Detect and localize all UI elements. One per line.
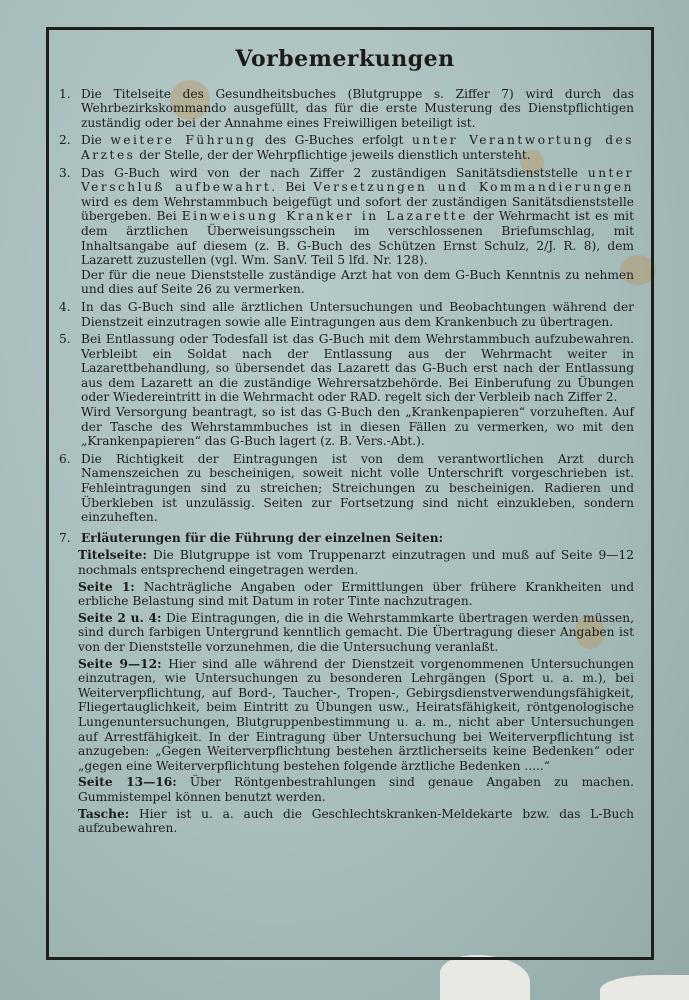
item-number: 6. [59,451,71,466]
section-heading-row [56,531,634,546]
page-explanation [78,657,634,774]
list-item [56,452,634,525]
item-paragraph: Bei Entlassung oder Todesfall ist das G-Buch mit dem Wehrstammbuch aufzubewahren. Verbleibt ein Soldat nach der Entlassung aus der Wehrmacht weiter in Lazarettbehandlung, so übersendet das Lazarett das G-Buch erst nach der Entlassung aus dem Lazarett an die zuständige Wehrersatzbehörde. Bei Einberufung zu Übungen oder Wiedereintritt in die Wehrmacht oder RAD. regelt sich der Verbleib nach Ziffer 2. [81,332,634,405]
section-7 [56,531,634,836]
item-number: 2. [59,133,71,148]
text-run: der Stelle, der der Wehrpflichtige jeweils dienstlich untersteht. [135,147,531,162]
section-heading: Erläuterungen für die Führung der einzelnen Seiten: [81,530,444,545]
page-explanation-text: Hier sind alle während der Dienstzeit vorgenommenen Untersuchungen einzutragen, wie Untersuchungen zu besonderen Lehrgängen (Sport u. a. m.), bei Weiterverpflichtung, auf Bord-, Taucher-, Tropen-, Gebirgsdienstverwendungsfähigkeit, Fliegertauglichkeit, beim Eintritt zu Übungen usw., Heiratsfähigkeit, röntgenologische Lungenuntersuchungen, Blutgruppenbestimmung u. a. m., nicht aber Untersuchungen auf Arrestfähigkeit. In der Eintragung über Untersuchung bei Weiterverpflichtung ist anzugeben: „Gegen Weiterverpflichtung bestehen ärztlicherseits keine Bedenken“ oder „gegen eine Weiterverpflichtung bestehen folgende ärztliche Bedenken .....“ [78,656,634,773]
paper-tear [440,955,530,1000]
item-text [81,332,634,449]
item-number: 5. [59,332,71,347]
text-run: wird es dem Wehrstammbuch beigefügt und sofort der zuständigen Sanitätsdienststelle übergeben. Bei [81,194,634,224]
page-explanation-text: Die Blutgruppe ist vom Truppenarzt einzutragen und muß auf Seite 9—12 nochmals entsprechend eingetragen werden. [78,548,634,577]
document-body [56,34,634,838]
page-title: Vorbemerkungen [235,46,455,72]
page-explanation-text: Nachträgliche Angaben oder Ermittlungen über frühere Krankheiten und erbliche Belastung sind mit Datum in roter Tinte nachzutragen. [78,579,635,609]
text-run: des G-Buches erfolgt [256,133,412,148]
page-label: Seite 13—16: [78,775,177,790]
item-extra-paragraph: Wird Versorgung beantragt, so ist das G-Buch den „Krankenpapieren“ vorzuheften. Auf der Tasche des Wehrstammbuches ist in diesen Fällen zu vermerken, wo mit den „Krankenpapieren“ das G-Buch lagert (z. B. Vers.-Abt.). [81,405,634,449]
text-run: Die [81,133,111,148]
item-text [81,300,634,329]
item-text [81,452,634,525]
item-number: 1. [59,86,71,101]
page-label: Seite 1: [78,579,135,594]
item-number: 7. [59,530,71,545]
page-explanation-text: Die Eintragungen, die in die Wehrstammkarte übertragen werden müssen, sind durch farbigen Untergrund kenntlich gemacht. Die Übertragung dieser Angaben ist von der Dienststelle vorzunehmen, die die Untersuchung veranlaßt. [78,610,634,654]
list-item [56,332,634,449]
text-run: Das G-Buch wird von der nach Ziffer 2 zuständigen Sanitätsdienststelle [81,165,588,180]
list-item [56,133,634,162]
spaced-emphasis: unter Verantwortung des Arztes [81,133,635,162]
spaced-emphasis: weitere Führung [110,133,257,148]
numbered-list [56,87,634,525]
item-paragraph: Die Titelseite des Gesundheitsbuches (Blutgruppe s. Ziffer 7) wird durch das Wehrbezirkskommando ausgefüllt, das für die erste Musterung des Dienstpflichtigen zuständig oder bei der Annahme eines Freiwilligen beteiligt ist. [81,86,634,130]
spaced-emphasis: unter Verschluß aufbewahrt. [81,165,634,195]
page-explanation [78,548,634,577]
spaced-emphasis: Einweisung Kranker in Lazarette [181,209,468,224]
text-run: Bei [277,180,314,195]
page-label: Titelseite: [78,548,147,563]
page-explanation-text: Über Röntgenbestrahlungen sind genaue Angaben zu machen. Gummistempel können benutzt werden. [78,775,634,804]
item-number: 3. [59,165,71,180]
page-explanation [78,775,634,804]
list-item [56,300,634,329]
page-explanation [78,611,634,655]
paper-tear [600,975,689,1000]
page-label: Seite 2 u. 4: [78,610,162,625]
item-text [81,166,634,297]
item-number: 4. [59,299,71,314]
list-item [56,87,634,131]
page-label: Tasche: [78,806,130,821]
page-label: Seite 9—12: [78,656,162,671]
page-explanation-text: Hier ist u. a. auch die Geschlechtskranken-Meldekarte bzw. das L-Buch aufzubewahren. [78,806,634,836]
text-run: der Wehrmacht ist es mit dem ärztlichen Überweisungsschein im verschlossenen Briefumschlag, mit Inhaltsangabe auf diesem (z. B. G-Buch des Schützen Ernst Schulz, 2/J. R. 8), dem Lazarett zuzustellen (vgl. Wm. SanV. Teil 5 lfd. Nr. 128). [81,209,634,268]
item-text [81,133,634,162]
page-explanation [78,807,634,836]
item-paragraph: In das G-Buch sind alle ärztlichen Untersuchungen und Beobachtungen während der Dienstzeit einzutragen sowie alle Eintragungen aus dem Krankenbuch zu übertragen. [81,299,634,329]
item-paragraph: Die Richtigkeit der Eintragungen ist von dem verantwortlichen Arzt durch Namenszeichen zu bescheinigen, soweit nicht volle Unterschrift vorgeschrieben ist. Fehleintragungen sind zu streichen; Streichungen zu bescheinigen. Radieren und Überkleben ist unzulässig. Seiten zur Fortsetzung sind nicht einzukleben, sondern einzuheften. [81,451,634,525]
page-explanation [78,580,634,609]
list-item [56,166,634,297]
spaced-emphasis: Versetzungen und Kommandierungen [313,180,634,195]
item-extra-paragraph: Der für die neue Dienststelle zuständige Arzt hat von dem G-Buch Kenntnis zu nehmen und dies auf Seite 26 zu vermerken. [81,267,634,297]
item-text [81,87,634,131]
